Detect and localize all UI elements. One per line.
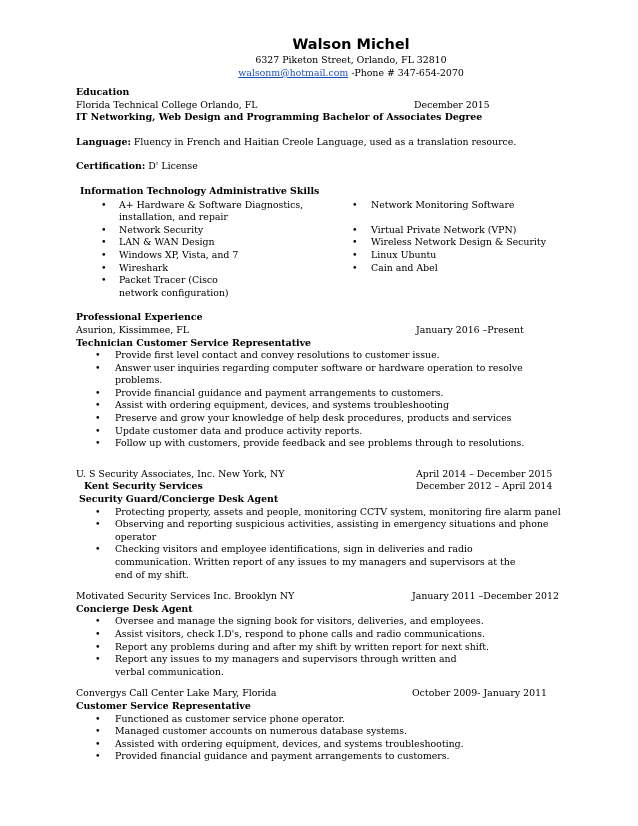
- job-bullet: • Assist visitors, check I.D's, respond to phone calls and radio communications.: [76, 629, 566, 642]
- address: 6327 Piketon Street, Orlando, FL 32810: [255, 55, 447, 66]
- job-bullet: • Follow up with customers, provide feedback and see problems through to resolutions.: [76, 438, 566, 451]
- job-header-secondary: [76, 481, 566, 494]
- job-bullet: • Observing and reporting suspicious activities, assisting in emergency situations and phone operator: [76, 519, 566, 544]
- skill-item: • Cain and Abel: [344, 263, 566, 276]
- certification-text: D' License: [148, 161, 198, 173]
- language-text: Fluency in French and Haitian Creole Language, used as a translation resource.: [133, 136, 517, 148]
- experience-heading: Professional Experience: [76, 312, 203, 324]
- job-bullets: [76, 714, 566, 764]
- skill-item: • Virtual Private Network (VPN): [344, 225, 566, 238]
- job-title: Technician Customer Service Representative: [76, 337, 312, 349]
- job-company: Convergys Call Center Lake Mary, Florida: [76, 688, 277, 700]
- job-bullet: • Provide financial guidance and payment arrangements to customers.: [76, 388, 566, 401]
- skills-list: [76, 200, 566, 301]
- job-bullet: • Protecting property, assets and people, monitoring CCTV system, monitoring fire alarm panel: [76, 507, 566, 520]
- skill-item: • Network Monitoring Software: [344, 200, 566, 213]
- job-bullet: • Functioned as customer service phone operator.: [76, 714, 566, 727]
- education-school: Florida Technical College Orlando, FL: [76, 99, 258, 111]
- education-heading: Education: [76, 87, 130, 98]
- education-row: [76, 100, 566, 113]
- job-bullets: [76, 507, 566, 583]
- certification-label: Certification:: [76, 161, 146, 173]
- phone: -Phone # 347-654-2070: [351, 68, 464, 79]
- job-bullet: • Assisted with ordering equipment, devices, and systems troubleshooting.: [76, 739, 566, 752]
- job-date: January 2011 –December 2012: [412, 591, 559, 603]
- job-bullet: • Oversee and manage the signing book for visitors, deliveries, and employees.: [76, 616, 566, 629]
- job-header: [76, 591, 566, 604]
- job-header: [76, 469, 566, 482]
- language-label: Language:: [76, 136, 131, 148]
- job-bullet: • Provide first level contact and convey resolutions to customer issue.: [76, 350, 566, 363]
- language-line: [76, 137, 566, 150]
- certification-line: [76, 161, 566, 174]
- job-date-secondary: December 2012 – April 2014: [416, 481, 553, 493]
- resume-page: [76, 36, 566, 764]
- skill-item: • LAN & WAN Design: [76, 237, 344, 250]
- skill-item: • A+ Hardware & Software Diagnostics, installation, and repair: [76, 200, 319, 225]
- job-bullet: • Preserve and grow your knowledge of help desk procedures, products and services: [76, 413, 566, 426]
- job-bullet: • Update customer data and produce activity reports.: [76, 426, 566, 439]
- education-degree: IT Networking, Web Design and Programming Bachelor of Associates Degree: [76, 112, 483, 124]
- skill-item: • Wireshark: [76, 263, 344, 276]
- job-date: October 2009- January 2011: [412, 688, 547, 700]
- job-date: January 2016 –Present: [416, 324, 524, 336]
- job-title: Customer Service Representative: [76, 700, 251, 712]
- education-date: December 2015: [414, 99, 490, 111]
- job-bullets: [76, 616, 566, 679]
- job-bullet: • Checking visitors and employee identifications, sign in deliveries and radio communication. Written report of any issues to my managers and supervisors at the end of my shift.: [76, 544, 535, 582]
- job-header: [76, 688, 566, 701]
- skill-item: • Network Security: [76, 225, 344, 238]
- job-header: [76, 325, 566, 338]
- job-bullet: • Assist with ordering equipment, devices, and systems troubleshooting: [76, 400, 566, 413]
- job-bullet: • Provided financial guidance and payment arrangements to customers.: [76, 751, 566, 764]
- skills-right-column: [344, 200, 566, 301]
- job-date: April 2014 – December 2015: [416, 468, 553, 480]
- skills-heading: Information Technology Administrative Skills: [80, 185, 320, 197]
- job-company: Motivated Security Services Inc. Brooklyn NY: [76, 591, 295, 603]
- skills-left-column: [76, 200, 344, 301]
- job-company: Asurion, Kissimmee, FL: [76, 324, 189, 336]
- contact-line: [136, 67, 566, 80]
- job-title: Concierge Desk Agent: [76, 603, 193, 615]
- job-bullets: [76, 350, 566, 451]
- applicant-name: Walson Michel: [292, 37, 410, 53]
- job-bullet: • Managed customer accounts on numerous database systems.: [76, 726, 566, 739]
- job-bullet: • Report any issues to my managers and supervisors through written and verbal communication.: [76, 654, 465, 679]
- skill-item: • Linux Ubuntu: [344, 250, 566, 263]
- skill-item: • Packet Tracer (Cisco network configuration): [76, 275, 259, 300]
- job-bullet: • Answer user inquiries regarding computer software or hardware operation to resolve problems.: [76, 363, 566, 388]
- job-company: U. S Security Associates, Inc. New York, NY: [76, 468, 285, 480]
- job-bullet: • Report any problems during and after my shift by written report for next shift.: [76, 642, 566, 655]
- job-company-secondary: Kent Security Services: [84, 481, 203, 493]
- skill-item: • Wireless Network Design & Security: [344, 237, 566, 250]
- skill-item: • Windows XP, Vista, and 7: [76, 250, 344, 263]
- email-link[interactable]: walsonm@hotmail.com: [238, 68, 349, 79]
- job-title: Security Guard/Concierge Desk Agent: [79, 494, 279, 506]
